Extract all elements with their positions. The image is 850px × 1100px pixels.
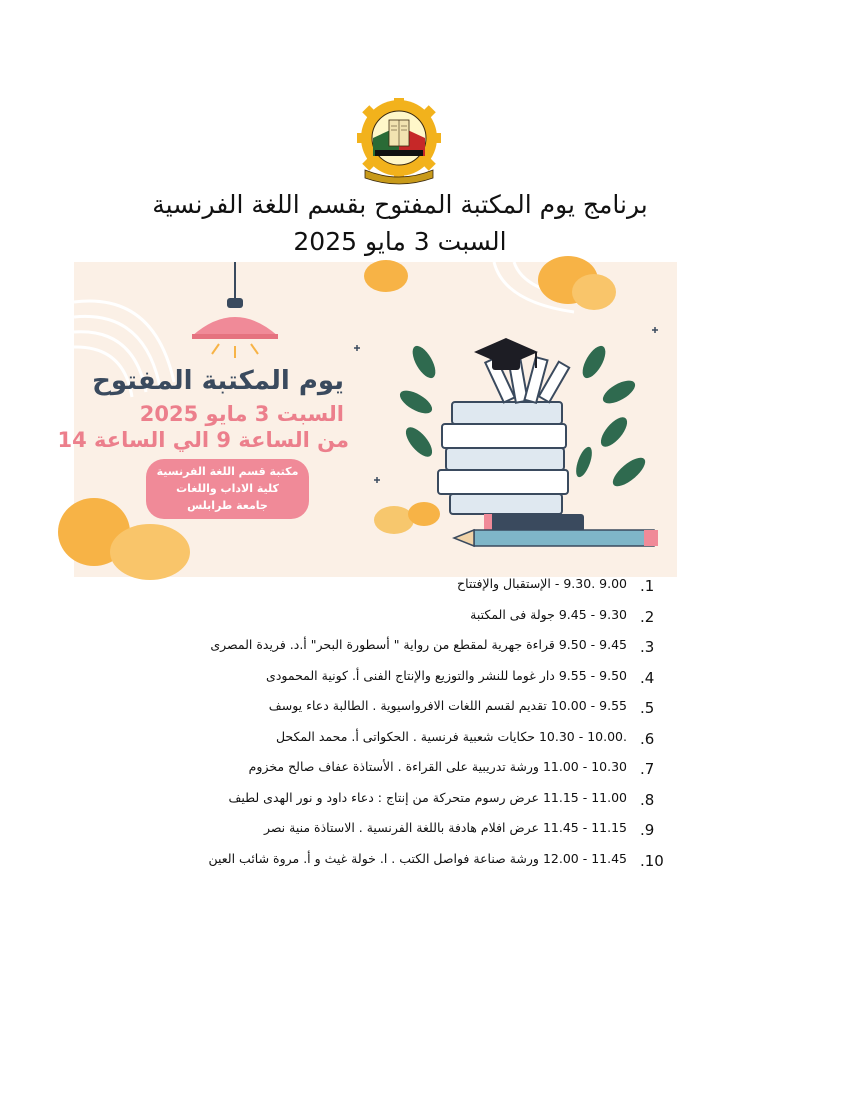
item-text: 11.00 - 11.15 عرض رسوم متحركة من إنتاج : دعاء داود و نور الهدى لطيف (228, 789, 627, 805)
item-text: .10.00 - 10.30 حكايات شعبية فرنسية . الحكواتى أ. محمد المكحل (275, 728, 627, 744)
item-text: 11.15 - 11.45 عرض افلام هادفة باللغة الفرنسية . الاستاذة منية نصر (263, 820, 627, 835)
list-item (100, 603, 685, 634)
location-line: جامعة طرابلس (187, 499, 268, 512)
banner-title: يوم المكتبة المفتوح (92, 366, 344, 396)
list-item (100, 786, 685, 817)
list-item (100, 694, 685, 725)
gear-emblem-icon (357, 98, 441, 184)
list-item (100, 816, 685, 847)
list-item (100, 633, 685, 664)
item-number: .4 (640, 668, 655, 687)
item-number: .9 (640, 821, 655, 839)
item-number: .10 (640, 851, 664, 870)
item-text: 9.30 - 9.45 جولة فى المكتبة (470, 606, 627, 622)
item-number: .2 (640, 607, 655, 626)
list-item (100, 664, 685, 695)
item-number: .1 (640, 577, 655, 595)
item-number: .3 (640, 638, 655, 656)
event-banner (57, 262, 677, 577)
item-number: .8 (640, 790, 655, 809)
item-number: .5 (640, 699, 655, 717)
book-stack-icon (438, 357, 584, 532)
pencil-icon (454, 530, 658, 546)
item-text: 9.00 .9.30 - الإستقبال والإفتتاح (457, 576, 627, 591)
page-title: برنامج يوم المكتبة المفتوح بقسم اللغة الفرنسية (152, 190, 648, 219)
item-text: 11.45 - 12.00 ورشة صناعة فواصل الكتب . ا. خولة غيث و أ. مروة شائب العين (208, 850, 627, 866)
pendant-lamp-icon (192, 262, 278, 358)
item-number: .7 (640, 760, 655, 778)
item-text: 10.30 - 11.00 ورشة تدريبية على القراءة . الأستاذة عفاف صالح مخزوم (248, 759, 627, 774)
list-item (100, 725, 685, 756)
item-number: .6 (640, 729, 655, 748)
list-item (100, 572, 685, 603)
list-item (100, 847, 685, 878)
location-line: كلية الاداب واللغات (176, 482, 279, 495)
schedule-list (100, 572, 685, 877)
item-text: 9.55 - 10.00 تقديم لقسم اللغات الافرواسيوية . الطالبة دعاء يوسف (268, 698, 627, 713)
item-text: 9.50 - 9.55 دار غوما للنشر والتوزيع والإنتاج الفنى أ. كونية المحمودى (266, 667, 627, 683)
location-line: مكتبة قسم اللغة الفرنسية (156, 465, 299, 478)
page-date: السبت 3 مايو 2025 (293, 227, 507, 256)
university-logo (351, 98, 447, 188)
graduation-cap-icon (474, 338, 538, 370)
item-text: 9.45 - 9.50 قراءة جهرية لمقطع من رواية " أسطورة البحر" أ.د. فريدة المصرى (210, 637, 627, 652)
banner-date: السبت 3 مايو 2025 (139, 402, 344, 426)
list-item (100, 755, 685, 786)
banner-time: من الساعة 9 الي الساعة 14 (57, 428, 349, 452)
